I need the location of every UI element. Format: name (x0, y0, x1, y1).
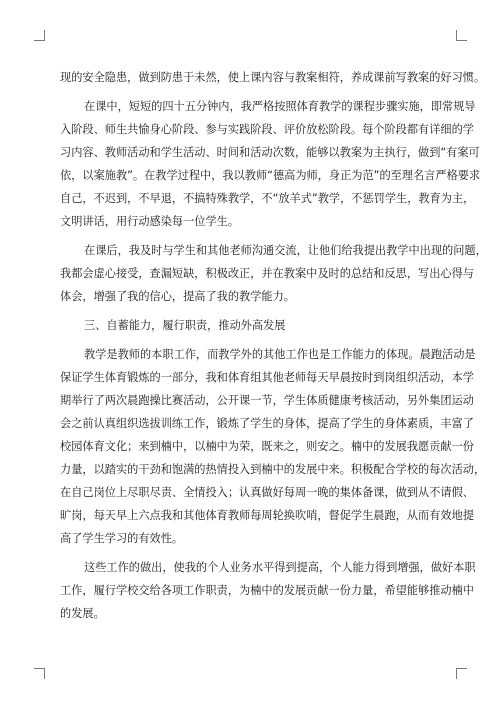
text-line: 力量，以踏实的干劲和饱满的热情投入到楠中的发展中来。积极配合学校的每次活动， (60, 463, 486, 476)
text-line: 依，以案施教”。在教学过程中，我以教师“德高为师，身正为范”的至理名言严格要求 (60, 169, 481, 182)
text-line: 校园体育文化；来到楠中，以楠中为荣，既来之，则安之。楠中的发展我愿贡献一份 (60, 440, 474, 453)
text-line: 旷岗，每天早上六点我和其他体育教师每周轮换吹哨，督促学生晨跑，从而有效地提 (60, 509, 474, 522)
paragraph (60, 239, 487, 308)
text-line: 高了学生学习的有效性。 (60, 532, 184, 545)
text-line: 自己，不迟到，不早退，不搞特殊教学，不“放羊式”教学，不惩罚学生，教育为主， (60, 192, 475, 205)
corner-mark-bottom-right (456, 668, 467, 679)
text-line: 习内容、教师活动和学生活动、时间和活动次数，能够以教案为主执行，做到“有案可 (60, 146, 480, 159)
paragraph (60, 66, 486, 89)
corner-mark-top-right (456, 30, 467, 41)
paragraph (60, 314, 444, 337)
text-line: 保证学生体育锻炼的一部分，我和体育组其他老师每天早晨按时到岗组织活动，本学 (60, 371, 474, 384)
text-line: 入阶段、师生共愉身心阶段、参与实践阶段、评价放松阶段。每个阶段都有详细的学 (60, 123, 474, 136)
text-line: 会之前认真组织选拔训练工作，锻炼了学生的身体，提高了学生的身体素质，丰富了 (60, 417, 474, 430)
text-line: 期举行了两次晨跑操比赛活动，公开课一节，学生体质健康考核活动，另外集团运动 (60, 394, 474, 407)
text-line: 在自己岗位上尽职尽责、全情投入；认真做好每周一晚的集体备课，做到从不请假、 (60, 486, 474, 499)
text-line: 我都会虚心接受，查漏短缺，积极改正，并在教案中及时的总结和反思，写出心得与 (60, 267, 474, 280)
text-line: 现的安全隐患，做到防患于未然，使上课内容与教案相符，养成课前写教案的好习惯。 (60, 71, 486, 84)
text-line: 这些工作的做出，使我的个人业务水平得到提高，个人能力得到增强，做好本职 (84, 561, 476, 574)
corner-mark-top-left (34, 30, 45, 41)
text-line: 的发展。 (60, 607, 105, 620)
paragraph (60, 95, 481, 233)
corner-mark-bottom-left (34, 668, 45, 679)
text-line: 在课后，我及时与学生和其他老师沟通交流，让他们给我提出教学中出现的问题， (84, 244, 487, 257)
text-line: 教学是教师的本职工作，而教学外的其他工作也是工作能力的体现。晨跑活动是 (84, 348, 476, 361)
text-line: 文明讲话，用行动感染每一位学生。 (60, 215, 240, 228)
text-line: 体会，增强了我的信心，提高了我的教学能力。 (60, 290, 295, 303)
paragraph (60, 556, 476, 625)
text-line: 工作，履行学校交给各项工作职责，为楠中的发展贡献一份力量，希望能够推动楠中 (60, 584, 474, 597)
text-line: 三、自蓄能力，履行职责，推动外高发展 (84, 319, 286, 332)
paragraph (60, 343, 486, 550)
text-line: 在课中，短短的四十五分钟内，我严格按照体育教学的课程步骤实施，即常规导 (84, 100, 476, 113)
document-body (60, 66, 487, 631)
